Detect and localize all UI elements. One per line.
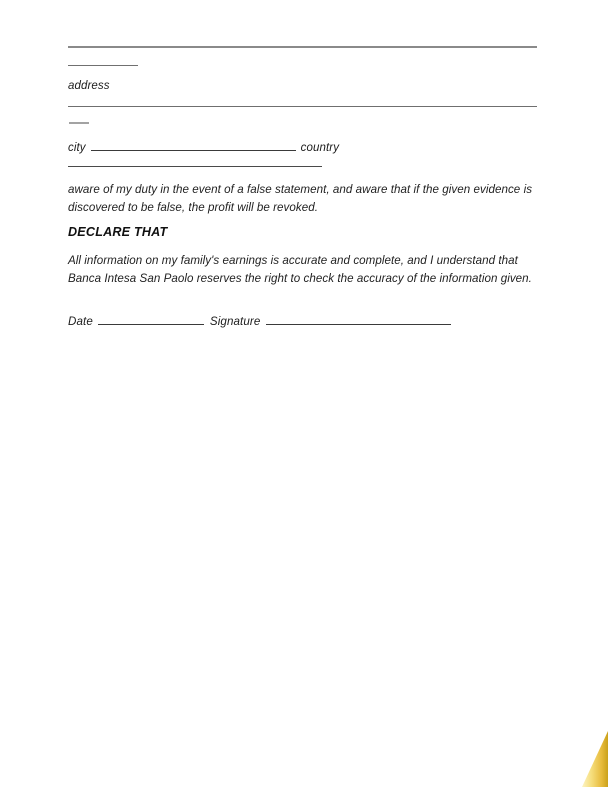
city-field-blank[interactable] xyxy=(91,139,296,151)
date-field-label: Date xyxy=(68,315,93,328)
name-field-rule-continuation xyxy=(68,65,138,66)
address-field-rule xyxy=(68,106,537,107)
country-field-rule xyxy=(68,166,322,167)
signature-field-label: Signature xyxy=(209,315,261,328)
address-field-label: address xyxy=(68,80,110,92)
name-field-rule xyxy=(68,46,537,48)
signature-field-blank[interactable] xyxy=(266,313,451,325)
city-country-field-row xyxy=(68,139,339,154)
declare-that-heading: DECLARE THAT xyxy=(68,225,168,239)
city-field-label: city xyxy=(68,142,86,154)
date-field-blank[interactable] xyxy=(98,313,204,325)
awareness-clause-paragraph: aware of my duty in the event of a false statement, and aware that if the given evidence is discovered to be false, the profit will be revoked. xyxy=(68,183,533,214)
declaration-body-paragraph: All information on my family's earnings is accurate and complete, and I understand that Banca Intesa San Paolo reserves the right to check the accuracy of the information given. xyxy=(68,254,532,285)
yellow-triangle-corner-mark xyxy=(578,731,608,787)
address-field-rule-continuation xyxy=(69,122,89,124)
country-field-label: country xyxy=(300,142,340,154)
date-signature-row xyxy=(68,313,451,328)
